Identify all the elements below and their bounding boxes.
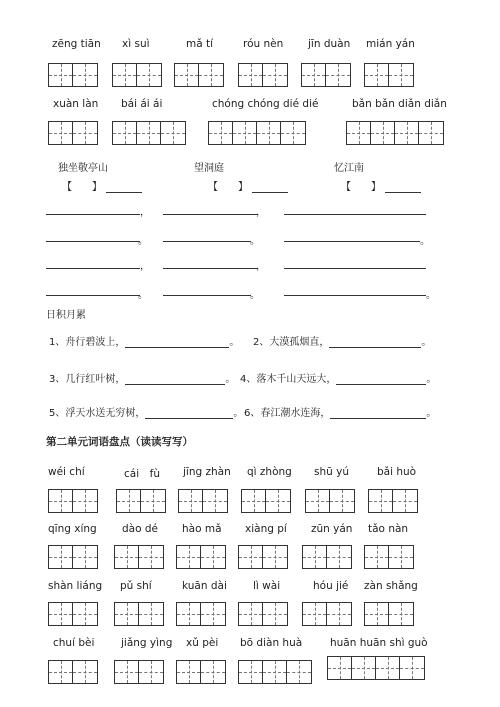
- poem-line-blank[interactable]: [284, 295, 426, 296]
- writing-grid[interactable]: [176, 602, 226, 626]
- writing-grid[interactable]: [301, 63, 351, 87]
- writing-grid[interactable]: [48, 545, 98, 569]
- pinyin-label: qì zhòng: [247, 466, 292, 478]
- poem-line-blank[interactable]: [163, 241, 251, 242]
- writing-grid[interactable]: [48, 602, 98, 626]
- pinyin-label: wéi chí: [48, 466, 85, 478]
- punctuation: 。: [426, 290, 436, 301]
- pinyin-label: zēng tiān: [52, 38, 101, 50]
- punctuation: ，: [256, 261, 266, 272]
- fill-item: 3、几行红叶树， 。: [49, 374, 236, 385]
- section-heading: 第二单元词语盘点（读读写写）: [46, 436, 193, 448]
- answer-blank[interactable]: [145, 408, 233, 419]
- poem-line-blank[interactable]: [46, 241, 140, 242]
- punctuation: ，: [140, 261, 150, 272]
- punctuation: 。: [250, 290, 260, 301]
- writing-grid[interactable]: [364, 63, 414, 87]
- writing-grid[interactable]: [346, 121, 444, 145]
- pinyin-label: bǎi huò: [377, 466, 417, 478]
- writing-grid[interactable]: [112, 121, 186, 145]
- writing-grid[interactable]: [327, 656, 425, 680]
- fill-item: 6、春江潮水连海， 。: [244, 408, 437, 419]
- poem-line-blank[interactable]: [163, 295, 251, 296]
- answer-blank[interactable]: [336, 374, 426, 385]
- pinyin-label: xì suì: [122, 38, 150, 50]
- pinyin-label: zàn shǎng: [364, 580, 418, 592]
- pinyin-label: huān huān shì guò: [330, 637, 428, 649]
- poem-line-blank[interactable]: [46, 268, 140, 269]
- writing-grid[interactable]: [178, 489, 228, 513]
- pinyin-label: pǔ shí: [120, 580, 152, 592]
- poem-line-blank[interactable]: [284, 241, 420, 242]
- writing-grid[interactable]: [48, 489, 98, 513]
- pinyin-label: cái fù: [124, 468, 160, 480]
- writing-grid[interactable]: [114, 545, 164, 569]
- pinyin-label: lì wài: [253, 580, 281, 592]
- writing-grid[interactable]: [302, 545, 352, 569]
- punctuation: 。: [138, 236, 148, 247]
- writing-grid[interactable]: [238, 660, 312, 684]
- writing-grid[interactable]: [48, 121, 98, 145]
- pinyin-label: zūn yán: [311, 523, 353, 535]
- writing-grid[interactable]: [48, 660, 98, 684]
- writing-grid[interactable]: [48, 63, 98, 87]
- answer-blank[interactable]: [125, 374, 225, 385]
- writing-grid[interactable]: [174, 63, 224, 87]
- poem-title: 望洞庭: [194, 163, 224, 174]
- punctuation: 。: [420, 236, 430, 247]
- pinyin-label: mǎ tí: [186, 38, 214, 50]
- poem-title: 忆江南: [334, 163, 364, 174]
- writing-grid[interactable]: [238, 602, 288, 626]
- writing-grid[interactable]: [176, 660, 226, 684]
- pinyin-label: dào dé: [122, 523, 158, 535]
- poem-title: 独坐敬亭山: [58, 163, 108, 174]
- pinyin-label: hóu jié: [313, 580, 349, 592]
- fill-item: 2、大漠孤烟直， 。: [253, 337, 432, 348]
- pinyin-label: bǎn bǎn diǎn diǎn: [352, 98, 447, 110]
- punctuation: 。: [138, 290, 148, 301]
- writing-grid[interactable]: [114, 660, 164, 684]
- punctuation: ，: [256, 207, 266, 218]
- section-heading: 日积月累: [46, 310, 86, 321]
- pinyin-label: kuān dài: [182, 580, 227, 592]
- pinyin-label: mián yán: [366, 38, 415, 50]
- pinyin-label: chóng chóng dié dié: [212, 98, 319, 110]
- poem-line-blank[interactable]: [46, 295, 140, 296]
- pinyin-label: jiǎng yìng: [121, 637, 173, 649]
- answer-blank[interactable]: [329, 337, 421, 348]
- fill-item: 1、舟行碧波上， 。: [49, 337, 240, 348]
- pinyin-label: jīng zhàn: [183, 466, 231, 478]
- writing-grid[interactable]: [241, 489, 291, 513]
- poem-line-blank[interactable]: [163, 214, 257, 215]
- author-blank[interactable]: 【 】: [208, 178, 288, 193]
- pinyin-label: tǎo nàn: [368, 523, 409, 535]
- writing-grid[interactable]: [238, 545, 288, 569]
- writing-grid[interactable]: [114, 602, 164, 626]
- poem-line-blank[interactable]: [284, 268, 426, 269]
- pinyin-label: róu nèn: [243, 38, 284, 50]
- fill-item: 4、落木千山天远大， 。: [240, 374, 437, 385]
- author-blank[interactable]: 【 】: [62, 178, 142, 193]
- writing-grid[interactable]: [364, 545, 414, 569]
- pinyin-label: bái ái ái: [121, 98, 163, 110]
- writing-grid[interactable]: [368, 489, 418, 513]
- writing-grid[interactable]: [112, 63, 162, 87]
- pinyin-label: xǔ pèi: [186, 637, 219, 649]
- answer-blank[interactable]: [330, 408, 426, 419]
- punctuation: ，: [140, 207, 150, 218]
- poem-line-blank[interactable]: [284, 214, 426, 215]
- writing-grid[interactable]: [116, 489, 166, 513]
- pinyin-label: bō diàn huà: [240, 637, 303, 649]
- punctuation: 。: [250, 236, 260, 247]
- pinyin-label: qīng xíng: [48, 523, 97, 535]
- pinyin-label: shū yú: [314, 466, 349, 478]
- writing-grid[interactable]: [302, 602, 352, 626]
- writing-grid[interactable]: [364, 602, 414, 626]
- poem-line-blank[interactable]: [46, 214, 140, 215]
- author-blank[interactable]: 【 】: [341, 178, 421, 193]
- answer-blank[interactable]: [125, 337, 229, 348]
- pinyin-label: shàn liáng: [48, 580, 103, 592]
- writing-grid[interactable]: [238, 63, 288, 87]
- pinyin-label: hào mǎ: [182, 523, 222, 535]
- pinyin-label: xiàng pí: [245, 523, 287, 535]
- writing-grid[interactable]: [208, 121, 306, 145]
- poem-line-blank[interactable]: [163, 268, 257, 269]
- pinyin-label: xuàn làn: [53, 98, 99, 110]
- writing-grid[interactable]: [176, 545, 226, 569]
- pinyin-label: chuí bèi: [53, 637, 95, 649]
- writing-grid[interactable]: [305, 489, 355, 513]
- pinyin-label: jīn duàn: [308, 38, 351, 50]
- fill-item: 5、浮天水送无穷树， 。: [49, 408, 244, 419]
